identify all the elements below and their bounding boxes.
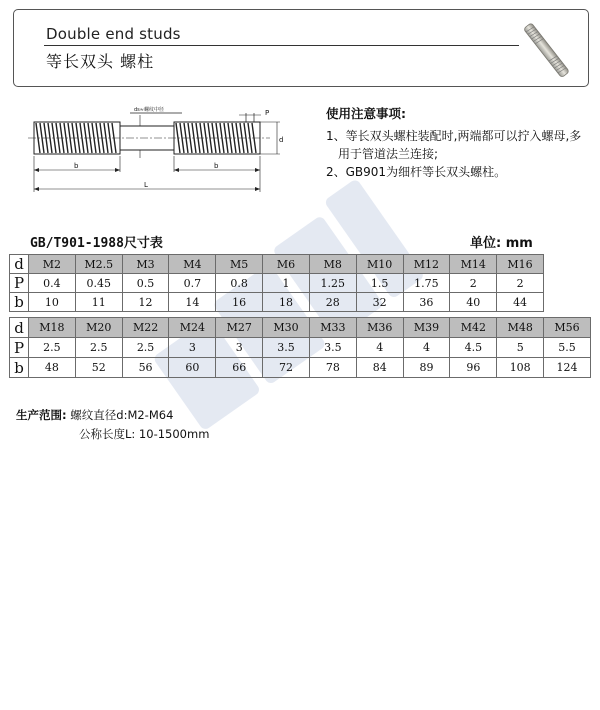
table-cell: M22 bbox=[122, 318, 169, 338]
title-divider bbox=[44, 45, 519, 46]
table-cell: 48 bbox=[29, 358, 76, 378]
table-row-b bbox=[10, 358, 591, 378]
usage-notes bbox=[326, 105, 588, 181]
table-row-b bbox=[10, 293, 544, 312]
table-cell: 0.8 bbox=[216, 274, 263, 293]
table-cell: M12 bbox=[403, 255, 450, 274]
table-cell: M33 bbox=[309, 318, 356, 338]
table-cell: 40 bbox=[450, 293, 497, 312]
table-cell: 84 bbox=[356, 358, 403, 378]
table-cell: 10 bbox=[29, 293, 76, 312]
table-cell: 5.5 bbox=[544, 338, 591, 358]
table-cell: M16 bbox=[497, 255, 544, 274]
table-cell: 14 bbox=[169, 293, 216, 312]
table-cell: M30 bbox=[263, 318, 310, 338]
table-cell: M3 bbox=[122, 255, 169, 274]
unit-label: 单位: mm bbox=[470, 236, 533, 251]
table-cell: 36 bbox=[403, 293, 450, 312]
table-cell: 4 bbox=[403, 338, 450, 358]
b-right-label: b bbox=[214, 162, 219, 170]
table-cell: M42 bbox=[450, 318, 497, 338]
table-cell: 12 bbox=[122, 293, 169, 312]
size-table-1 bbox=[9, 254, 544, 312]
table-cell: M48 bbox=[497, 318, 544, 338]
table-cell: M24 bbox=[169, 318, 216, 338]
header-box bbox=[13, 9, 589, 87]
table-cell: 56 bbox=[122, 358, 169, 378]
size-table-2 bbox=[9, 317, 591, 378]
production-diameter: 螺纹直径d:M2-M64 bbox=[70, 408, 174, 422]
table-cell: M27 bbox=[216, 318, 263, 338]
table-cell: 32 bbox=[356, 293, 403, 312]
row-label-b: b bbox=[10, 293, 29, 312]
table-row-p bbox=[10, 274, 544, 293]
table-cell: 0.7 bbox=[169, 274, 216, 293]
table-cell: 2.5 bbox=[29, 338, 76, 358]
table-cell: 72 bbox=[263, 358, 310, 378]
table-cell: M2.5 bbox=[75, 255, 122, 274]
table-cell: 1.25 bbox=[309, 274, 356, 293]
table-cell: M10 bbox=[356, 255, 403, 274]
notes-title: 使用注意事项: bbox=[326, 106, 406, 121]
table-cell: M18 bbox=[29, 318, 76, 338]
table-cell: M20 bbox=[75, 318, 122, 338]
ds-label: ds≈螺纹中径 bbox=[134, 107, 164, 113]
table-cell: M56 bbox=[544, 318, 591, 338]
title-chinese: 等长双头 螺柱 bbox=[46, 52, 155, 71]
table-cell: 1.5 bbox=[356, 274, 403, 293]
row-label-d: d bbox=[10, 255, 29, 274]
production-range bbox=[16, 406, 209, 444]
table-cell: 0.4 bbox=[29, 274, 76, 293]
table-cell: 52 bbox=[75, 358, 122, 378]
table-cell: M4 bbox=[169, 255, 216, 274]
table-row-p bbox=[10, 338, 591, 358]
table-cell: 44 bbox=[497, 293, 544, 312]
table-cell: M14 bbox=[450, 255, 497, 274]
table-cell: 96 bbox=[450, 358, 497, 378]
table-cell: 0.5 bbox=[122, 274, 169, 293]
note-item-2: 2、GB901为细杆等长双头螺柱。 bbox=[326, 165, 507, 179]
table-cell: M39 bbox=[403, 318, 450, 338]
row-label-p: P bbox=[10, 274, 29, 293]
l-label: L bbox=[144, 181, 148, 189]
table-title: GB/T901-1988尺寸表 bbox=[30, 236, 163, 251]
production-length: 公称长度L: 10-1500mm bbox=[79, 427, 210, 441]
table-cell: 2 bbox=[450, 274, 497, 293]
table-cell: M5 bbox=[216, 255, 263, 274]
table-cell: 3.5 bbox=[309, 338, 356, 358]
row-label-d: d bbox=[10, 318, 29, 338]
table-cell: 78 bbox=[309, 358, 356, 378]
table-cell: M2 bbox=[29, 255, 76, 274]
production-label: 生产范围: bbox=[16, 408, 67, 422]
table-cell: 3.5 bbox=[263, 338, 310, 358]
table-cell: M6 bbox=[263, 255, 310, 274]
table-cell: M36 bbox=[356, 318, 403, 338]
note-item-1: 1、等长双头螺柱装配时,两端都可以拧入螺母,多用于管道法兰连接; bbox=[326, 129, 582, 161]
stud-technical-drawing bbox=[24, 100, 294, 200]
table-cell: 11 bbox=[75, 293, 122, 312]
table-cell: 16 bbox=[216, 293, 263, 312]
table-cell: 3 bbox=[169, 338, 216, 358]
table-cell: 1.75 bbox=[403, 274, 450, 293]
table-cell: 0.45 bbox=[75, 274, 122, 293]
table-cell: 4.5 bbox=[450, 338, 497, 358]
b-left-label: b bbox=[74, 162, 79, 170]
table-cell: 5 bbox=[497, 338, 544, 358]
table-cell: 60 bbox=[169, 358, 216, 378]
row-label-p: P bbox=[10, 338, 29, 358]
table-cell: 89 bbox=[403, 358, 450, 378]
table-cell: 28 bbox=[309, 293, 356, 312]
table-cell: 2 bbox=[497, 274, 544, 293]
table-cell: 2.5 bbox=[122, 338, 169, 358]
table-row-d bbox=[10, 318, 591, 338]
table-row-d bbox=[10, 255, 544, 274]
table-cell: 66 bbox=[216, 358, 263, 378]
table-cell: M8 bbox=[309, 255, 356, 274]
title-english: Double end studs bbox=[46, 25, 181, 43]
table-cell: 3 bbox=[216, 338, 263, 358]
table-cell: 1 bbox=[263, 274, 310, 293]
p-label: P bbox=[265, 109, 270, 117]
table-cell: 2.5 bbox=[75, 338, 122, 358]
table-cell: 18 bbox=[263, 293, 310, 312]
stud-product-image bbox=[518, 16, 578, 82]
table-cell: 124 bbox=[544, 358, 591, 378]
table-cell: 108 bbox=[497, 358, 544, 378]
d-label: d bbox=[279, 136, 284, 144]
row-label-b: b bbox=[10, 358, 29, 378]
table-cell: 4 bbox=[356, 338, 403, 358]
